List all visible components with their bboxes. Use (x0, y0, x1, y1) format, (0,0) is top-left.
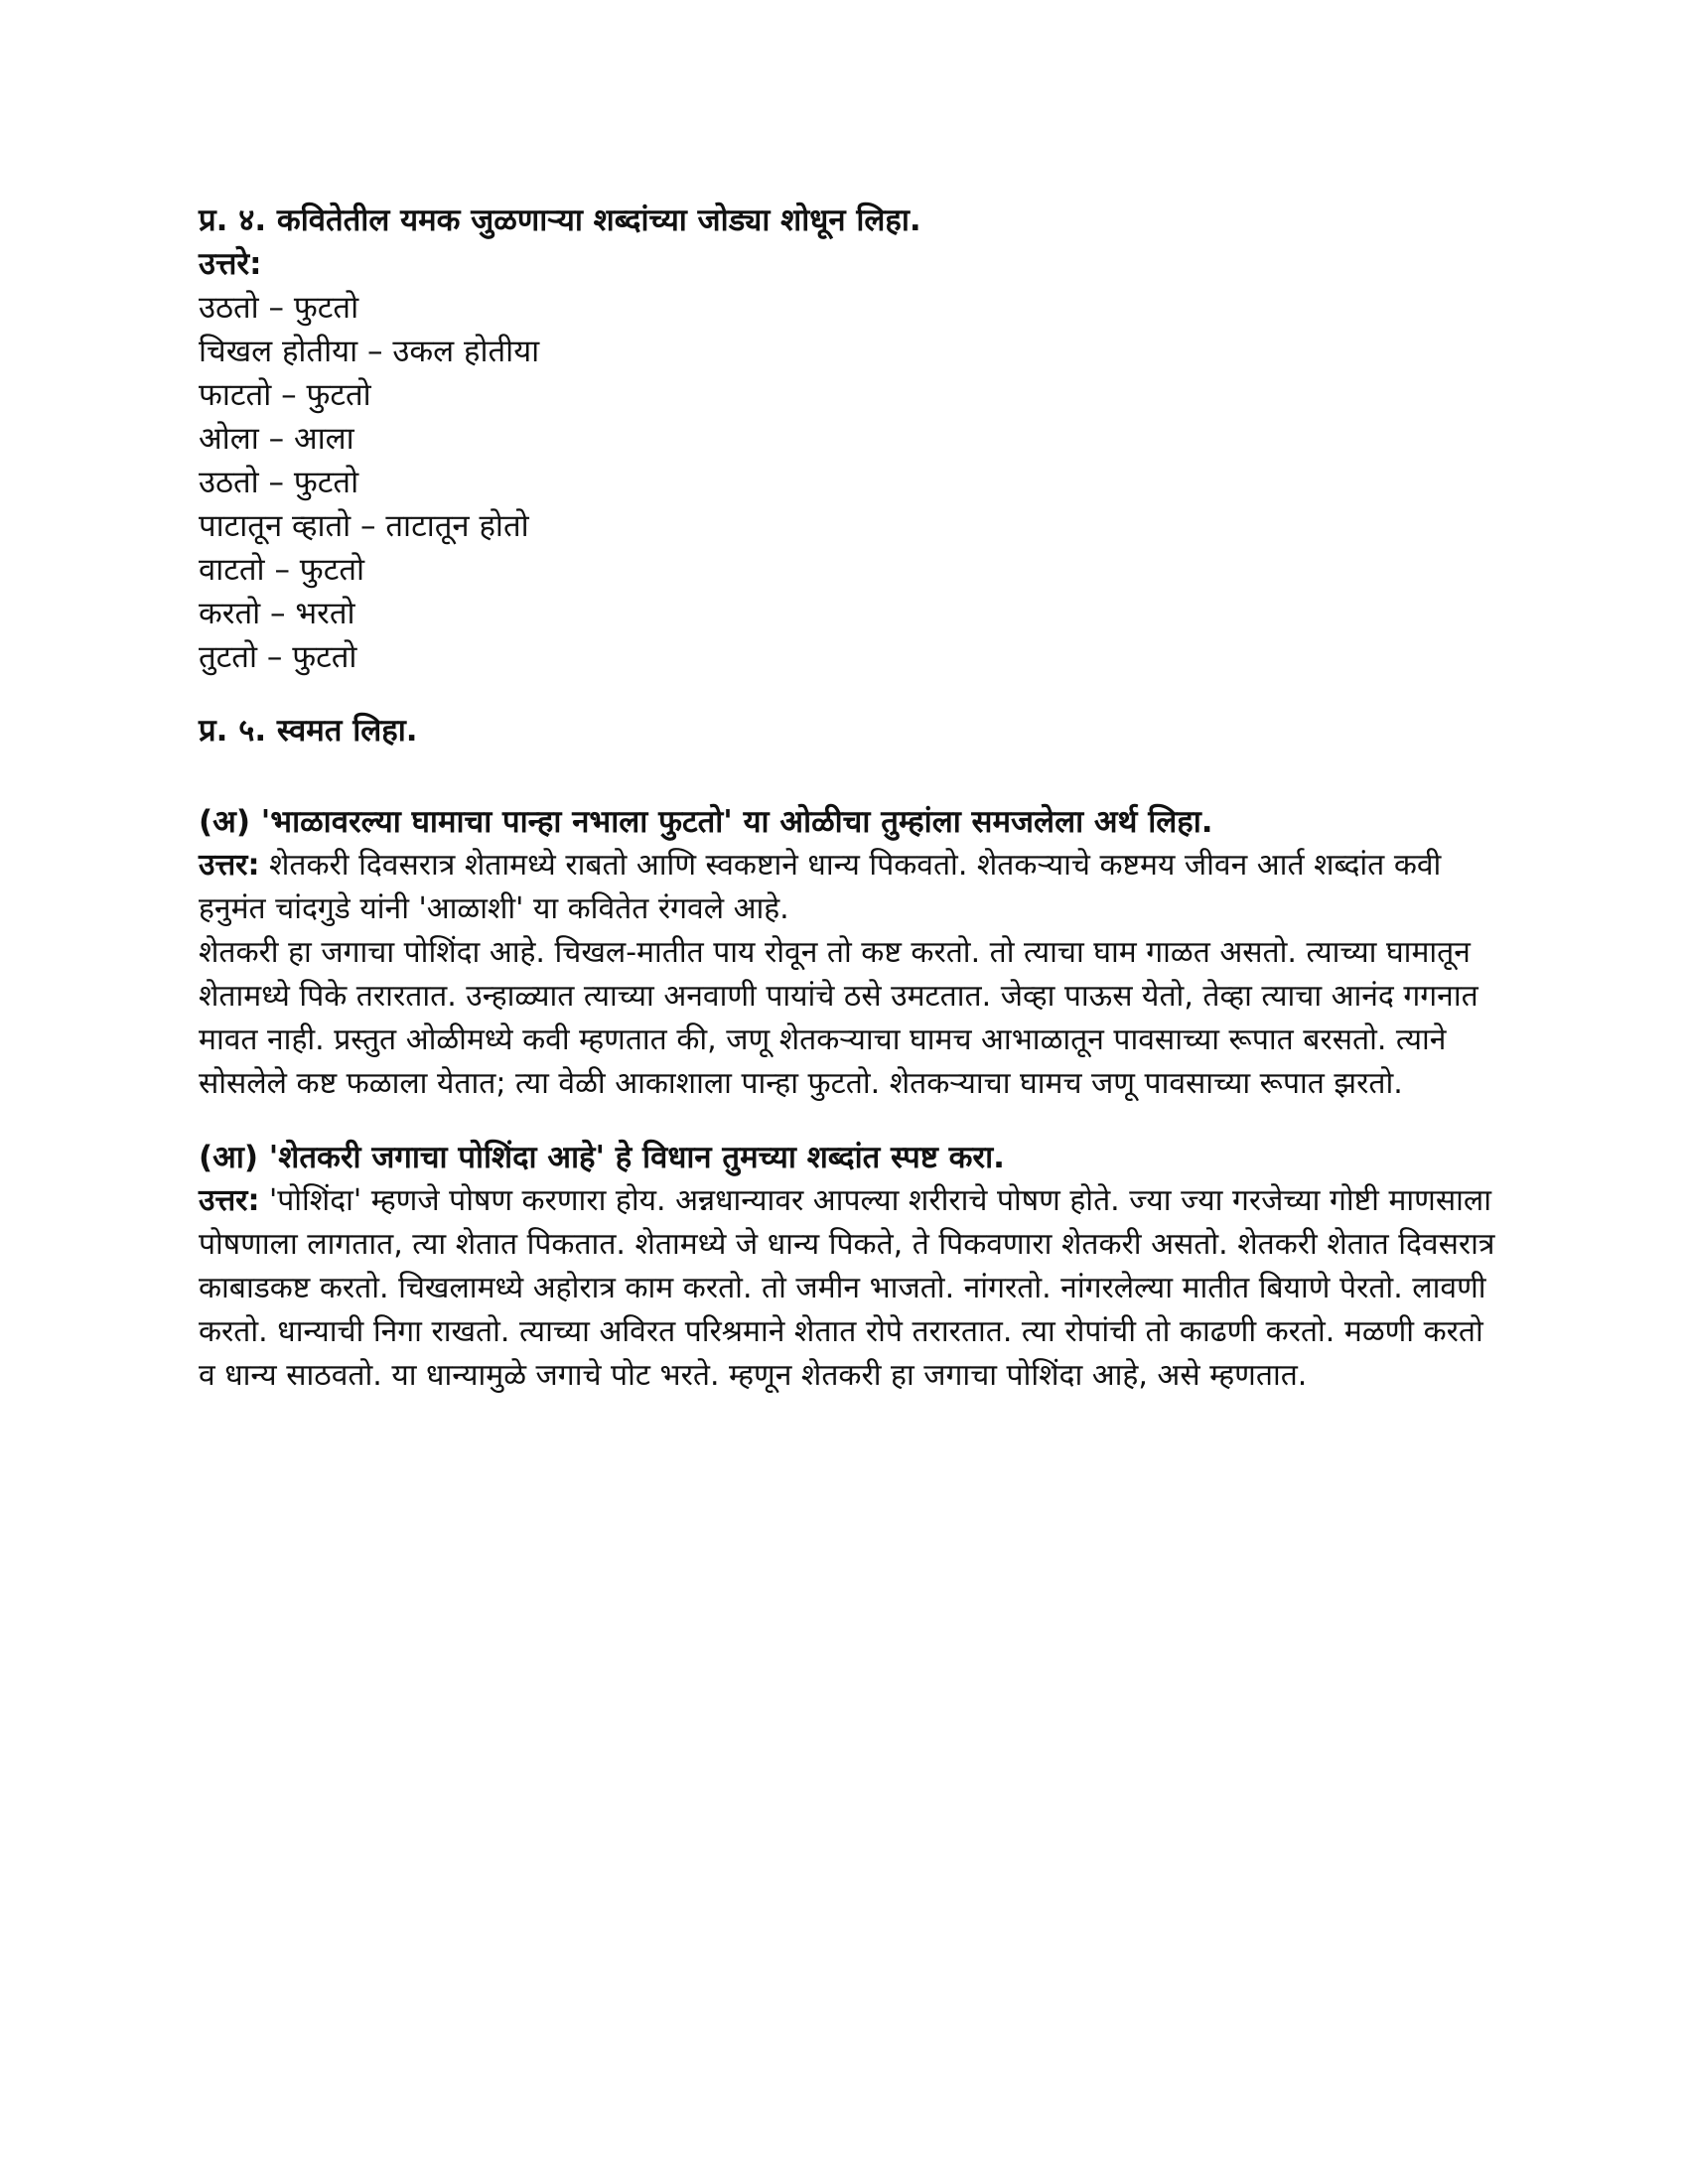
question-5-section (199, 709, 1499, 1398)
rhyme-pair: पाटातून व्हातो – ताटातून होतो (199, 508, 529, 544)
answer-label: उत्तर: (199, 1183, 260, 1218)
rhyme-pair: ओला – आला (199, 421, 354, 457)
rhyme-pair: तुटतो – फुटतो (199, 639, 357, 675)
answer-a-paragraph-1 (199, 844, 1499, 931)
rhyme-pair: फाटतो – फुटतो (199, 377, 371, 413)
sub-question-a-text: (अ) 'भाळावरल्या घामाचा पान्हा नभाला फुटतो' या ओळीचा तुम्हांला समजलेला अर्थ लिहा. (199, 804, 1213, 840)
question-5-heading: प्र. ५. स्वमत लिहा. (199, 713, 418, 749)
answers-label: उत्तरे: (199, 246, 262, 282)
rhyme-pairs-list (199, 286, 1499, 679)
rhyme-pair: उठतो – फुटतो (199, 290, 359, 326)
answer-a-text-1: शेतकरी दिवसरात्र शेतामध्ये राबतो आणि स्वकष्टाने धान्य पिकवतो. शेतकऱ्याचे कष्टमय जीवन आर्त शब्दांत कवी हनुमंत चांदगुडे यांनी 'आळाशी' या कवितेत रंगवले आहे. (199, 848, 1442, 926)
sub-question-a (199, 800, 1499, 1106)
sub-question-b-text: (आ) 'शेतकरी जगाचा पोशिंदा आहे' हे विधान तुमच्या शब्दांत स्पष्ट करा. (199, 1140, 1005, 1175)
answer-b-paragraph-1 (199, 1179, 1499, 1398)
sub-question-b (199, 1136, 1499, 1398)
rhyme-pair: करतो – भरतो (199, 596, 355, 631)
rhyme-pair: चिखल होतीया – उकल होतीया (199, 334, 540, 369)
rhyme-pair: वाटतो – फुटतो (199, 552, 365, 588)
rhyme-pair: उठतो – फुटतो (199, 465, 359, 500)
question-4-section (199, 199, 1499, 679)
question-4-heading: प्र. ४. कवितेतील यमक जुळणाऱ्या शब्दांच्या जोड्या शोधून लिहा. (199, 203, 921, 238)
answer-a-paragraph-2: शेतकरी हा जगाचा पोशिंदा आहे. चिखल-मातीत पाय रोवून तो कष्ट करतो. तो त्याचा घाम गाळत असतो. त्याच्या घामातून शेतामध्ये पिके तरारतात. उन्हाळ्यात त्याच्या अनवाणी पायांचे ठसे उमटतात. जेव्हा पाऊस येतो, तेव्हा त्याचा आनंद गगनात मावत नाही. प्रस्तुत ओळीमध्ये कवी म्हणतात की, जणू शेतकऱ्याचा घामच आभाळातून पावसाच्या रूपात बरसतो. त्याने सोसलेले कष्ट फळाला येतात; त्या वेळी आकाशाला पान्हा फुटतो. शेतकऱ्याचा घामच जणू पावसाच्या रूपात झरतो. (199, 935, 1478, 1101)
page-content (199, 199, 1499, 1398)
answer-label: उत्तर: (199, 848, 260, 883)
answer-b-text-1: 'पोशिंदा' म्हणजे पोषण करणारा होय. अन्नधान्यावर आपल्या शरीराचे पोषण होते. ज्या ज्या गरजेच्या गोष्टी माणसाला पोषणाला लागतात, त्या शेतात पिकतात. शेतामध्ये जे धान्य पिकते, ते पिकवणारा शेतकरी असतो. शेतकरी शेतात दिवसरात्र काबाडकष्ट करतो. चिखलामध्ये अहोरात्र काम करतो. तो जमीन भाजतो. नांगरतो. नांगरलेल्या मातीत बियाणे पेरतो. लावणी करतो. धान्याची निगा राखतो. त्याच्या अविरत परिश्रमाने शेतात रोपे तरारतात. त्या रोपांची तो काढणी करतो. मळणी करतो व धान्य साठवतो. या धान्यामुळे जगाचे पोट भरते. म्हणून शेतकरी हा जगाचा पोशिंदा आहे, असे म्हणतात. (199, 1183, 1495, 1393)
